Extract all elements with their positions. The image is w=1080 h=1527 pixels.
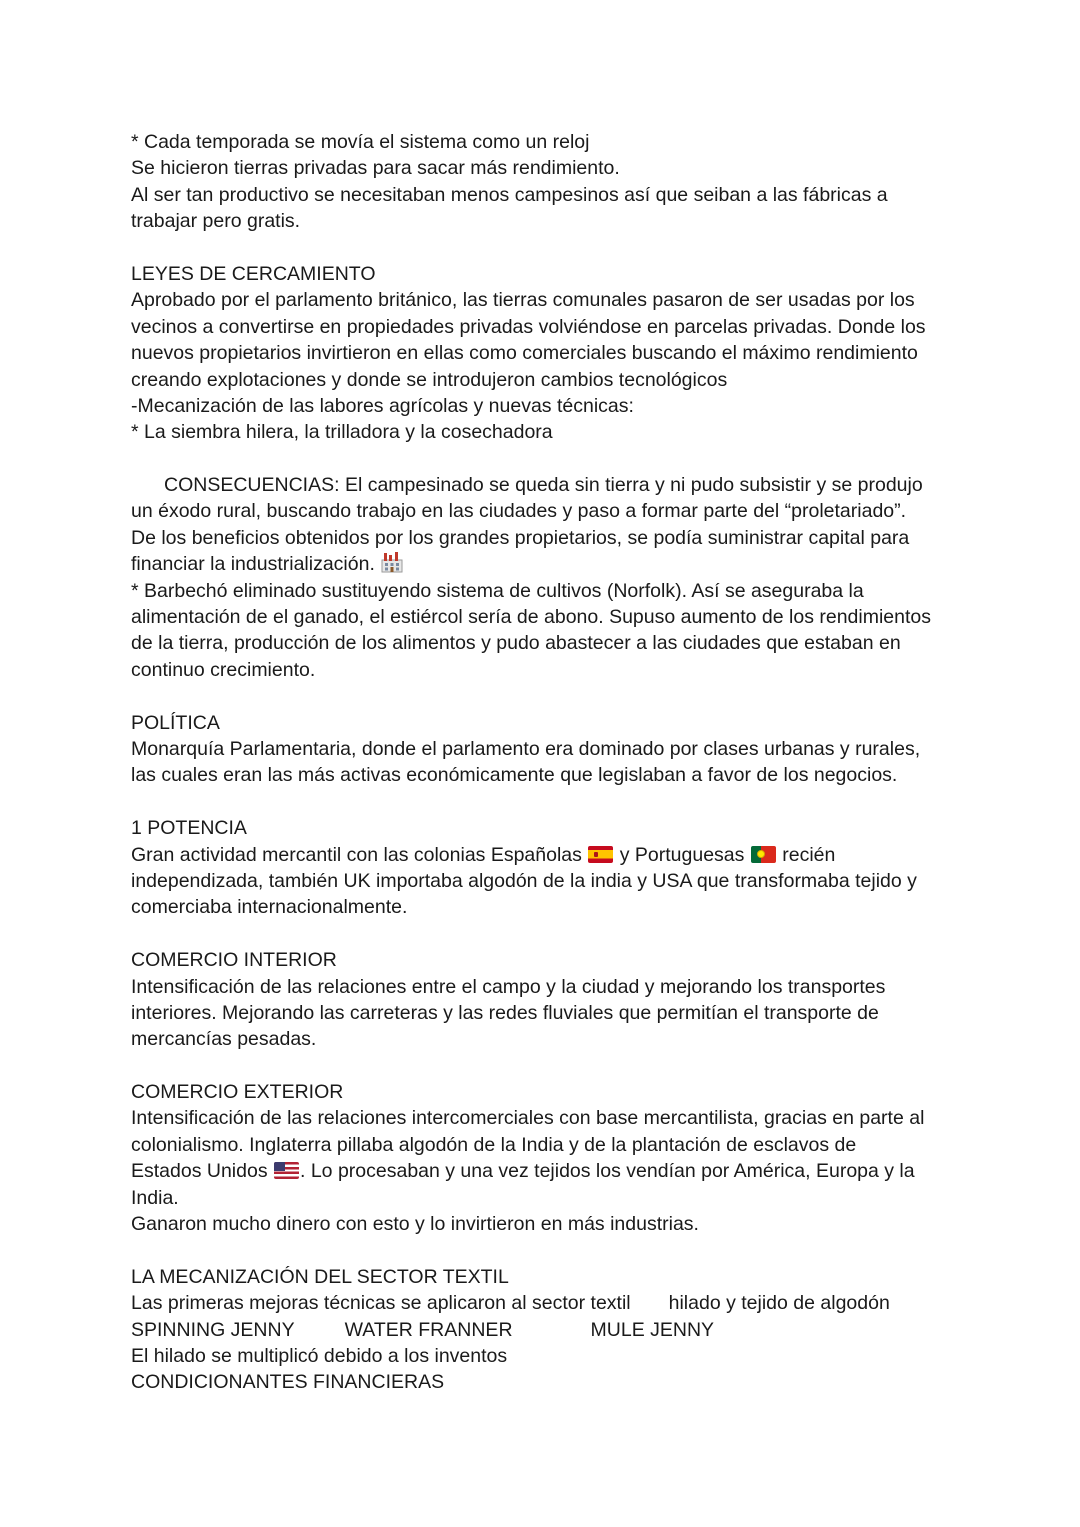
text-line	[131, 551, 961, 577]
text-line: colonialismo. Inglaterra pillaba algodón de la India y de la plantación de esclavos de	[131, 1133, 857, 1156]
invention-item: SPINNING JENNY	[131, 1318, 295, 1341]
blank-line	[131, 789, 961, 815]
text-fragment: financiar la industrialización.	[131, 553, 375, 576]
text-fragment: Estados Unidos	[131, 1160, 268, 1183]
blank-line	[131, 235, 961, 261]
text-line: interiores. Mejorando las carreteras y las redes fluviales que permitían el transporte de	[131, 1001, 879, 1024]
text-line: * Cada temporada se movía el sistema como un reloj	[131, 131, 590, 153]
factory-icon	[380, 551, 404, 573]
text-line: El hilado se multiplicó debido a los inventos	[131, 1344, 508, 1367]
intro-block	[131, 129, 961, 235]
section-heading: POLÍTICA	[131, 711, 220, 734]
section-heading: LA MECANIZACIÓN DEL SECTOR TEXTIL	[131, 1265, 509, 1288]
text-line: * La siembra hilera, la trilladora y la cosechadora	[131, 421, 553, 444]
text-line	[131, 1290, 961, 1316]
text-line: Intensificación de las relaciones entre el campo y la ciudad y mejorando los transportes	[131, 975, 886, 998]
text-fragment: Las primeras mejoras técnicas se aplicaron al sector textil	[131, 1292, 631, 1315]
text-line: vecinos a convertirse en propiedades privadas volviéndose en parcelas privadas. Donde los	[131, 315, 926, 338]
text-line: Se hicieron tierras privadas para sacar más rendimiento.	[131, 157, 620, 180]
text-line	[131, 1158, 961, 1184]
blank-line	[131, 446, 961, 472]
text-line: alimentación de el ganado, el estiércol sería de abono. Supuso aumento de los rendimientos	[131, 606, 932, 629]
text-line: -Mecanización de las labores agrícolas y nuevas técnicas:	[131, 394, 634, 417]
text-line: Ganaron mucho dinero con esto y lo invirtieron en más industrias.	[131, 1213, 699, 1236]
section-potencia	[131, 815, 961, 921]
text-line: nuevos propietarios invirtieron en ellas como comerciales buscando el máximo rendimiento	[131, 342, 918, 365]
text-line: * Barbechó eliminado sustituyendo sistema de cultivos (Norfolk). Así se aseguraba la	[131, 579, 864, 602]
document-page	[131, 129, 961, 1396]
text-line: independizada, también UK importaba algodón de la india y USA que transformaba tejido y	[131, 869, 917, 892]
text-fragment: recién	[782, 843, 836, 866]
text-line: Al ser tan productivo se necesitaban menos campesinos así que seiban a las fábricas a	[131, 183, 888, 206]
text-line: Aprobado por el parlamento británico, las tierras comunales pasaron de ser usadas por los	[131, 289, 915, 312]
text-line: mercancías pesadas.	[131, 1028, 317, 1051]
text-line: Monarquía Parlamentaria, donde el parlamento era dominado por clases urbanas y rurales,	[131, 737, 921, 760]
text-line: comerciaba internacionalmente.	[131, 896, 408, 919]
text-line: las cuales eran las más activas económicamente que legislaban a favor de los negocios.	[131, 764, 898, 787]
section-leyes	[131, 261, 961, 446]
text-line: De los beneficios obtenidos por los grandes propietarios, se podía suministrar capital para	[131, 526, 910, 549]
invention-item: MULE JENNY	[590, 1318, 715, 1341]
section-heading: COMERCIO EXTERIOR	[131, 1081, 344, 1104]
text-line: creando explotaciones y donde se introdujeron cambios tecnológicos	[131, 368, 728, 391]
blank-line	[131, 1237, 961, 1263]
inventions-line	[131, 1317, 961, 1343]
invention-item: WATER FRANNER	[344, 1318, 513, 1341]
text-line: de la tierra, producción de los alimentos y pudo abastecer a las ciudades que estaban en	[131, 632, 901, 655]
usa-flag-icon	[274, 1162, 299, 1179]
text-fragment: . Lo procesaban y una vez tejidos los vendían por América, Europa y la	[300, 1160, 915, 1183]
text-fragment: y Portuguesas	[619, 843, 745, 866]
text-line: un éxodo rural, buscando trabajo en las ciudades y paso a formar parte del “proletariado”.	[131, 500, 907, 523]
text-line: India.	[131, 1186, 179, 1209]
text-fragment: Gran actividad mercantil con las colonias Españolas	[131, 843, 582, 866]
text-line: CONDICIONANTES FINANCIERAS	[131, 1371, 445, 1394]
portugal-flag-icon	[751, 846, 776, 863]
section-comercio-exterior	[131, 1079, 961, 1237]
text-line: CONSECUENCIAS: El campesinado se queda sin tierra y ni pudo subsistir y se produjo	[164, 474, 923, 497]
section-politica	[131, 710, 961, 789]
section-consecuencias	[131, 472, 961, 683]
spain-flag-icon	[588, 846, 613, 863]
section-heading: COMERCIO INTERIOR	[131, 949, 337, 972]
blank-line	[131, 683, 961, 709]
text-line	[131, 842, 961, 868]
text-line: trabajar pero gratis.	[131, 210, 301, 233]
section-textil	[131, 1264, 961, 1396]
text-line: continuo crecimiento.	[131, 658, 316, 681]
blank-line	[131, 1053, 961, 1079]
blank-line	[131, 921, 961, 947]
section-heading: 1 POTENCIA	[131, 817, 247, 840]
section-heading: LEYES DE CERCAMIENTO	[131, 262, 376, 285]
section-comercio-interior	[131, 947, 961, 1053]
text-line: Intensificación de las relaciones intercomerciales con base mercantilista, gracias en parte al	[131, 1107, 925, 1130]
text-fragment: hilado y tejido de algodón	[668, 1292, 890, 1315]
